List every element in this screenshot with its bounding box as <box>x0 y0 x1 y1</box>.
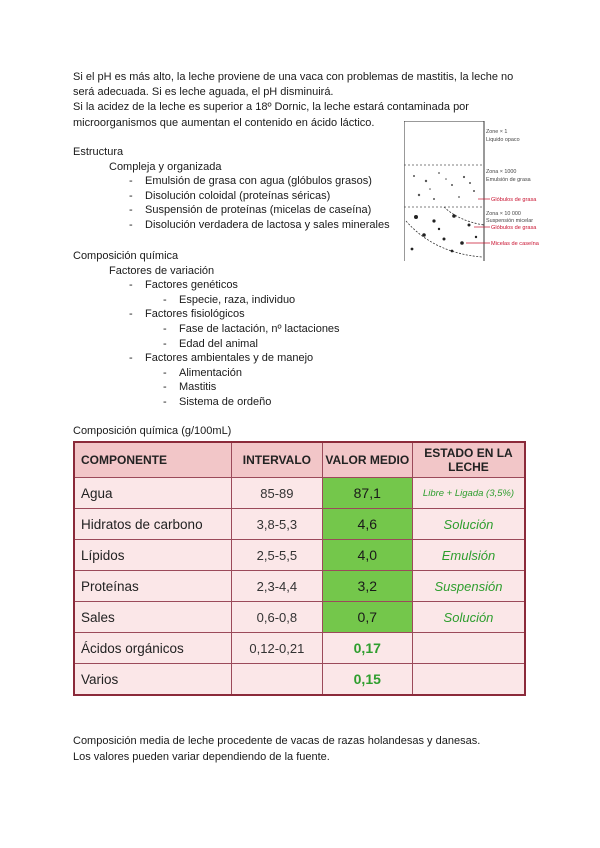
column-header: COMPONENTE <box>74 442 232 478</box>
column-header: VALOR MEDIO <box>322 442 412 478</box>
globulos-label: Glóbulos de grasa <box>491 197 537 203</box>
range-cell: 0,6-0,8 <box>232 602 322 633</box>
table-row <box>74 509 525 540</box>
list-item: - Disolución verdadera de lactosa y sales minerales <box>73 218 390 233</box>
composicion-subtitle: Factores de variación <box>109 264 215 277</box>
range-cell: 85-89 <box>232 478 322 509</box>
zone1-desc: Liquido opaco <box>486 137 520 143</box>
table-row <box>74 664 525 696</box>
composicion-section <box>73 249 340 410</box>
range-cell <box>232 664 322 696</box>
value-cell: 0,7 <box>322 602 412 633</box>
list-item: - Factores fisiológicos <box>73 307 340 322</box>
footer-line: Composición media de leche procedente de vacas de razas holandesas y danesas. <box>73 735 481 747</box>
range-cell: 2,3-4,4 <box>232 571 322 602</box>
list-item: - Especie, raza, individuo <box>73 293 340 308</box>
table-row <box>74 633 525 664</box>
component-name: Lípidos <box>74 540 232 571</box>
state-cell: Suspensión <box>412 571 525 602</box>
list-item: - Fase de lactación, nº lactaciones <box>73 322 340 337</box>
zone3-desc: Suspensión micelar <box>486 218 534 224</box>
range-cell: 3,8-5,3 <box>232 509 322 540</box>
value-cell: 87,1 <box>322 478 412 509</box>
value-cell: 4,6 <box>322 509 412 540</box>
value-cell: 3,2 <box>322 571 412 602</box>
list-item: - Emulsión de grasa con agua (glóbulos grasos) <box>73 174 390 189</box>
value-cell: 4,0 <box>322 540 412 571</box>
footer-line: Los valores pueden variar dependiendo de la fuente. <box>73 750 330 763</box>
state-cell: Emulsión <box>412 540 525 571</box>
zone2-desc: Emulsión de grasa <box>486 177 531 183</box>
list-item: - Sistema de ordeño <box>73 395 340 410</box>
milk-structure-diagram <box>404 121 564 261</box>
component-name: Sales <box>74 602 232 633</box>
list-item: - Edad del animal <box>73 337 340 352</box>
zone3-label: Zona × 10 000 <box>486 211 521 217</box>
footer-notes <box>73 734 480 765</box>
globulos-label: Glóbulos de grasa <box>491 225 537 231</box>
value-cell: 0,17 <box>322 633 412 664</box>
list-item: - Factores genéticos <box>73 278 340 293</box>
estructura-section <box>73 145 390 233</box>
estructura-subtitle: Compleja y organizada <box>109 160 222 173</box>
table-row <box>74 571 525 602</box>
zone1-label: Zone × 1 <box>486 129 508 135</box>
state-cell <box>412 664 525 696</box>
intro-line: será adecuada. Si es leche aguada, el pH disminuirá. <box>73 86 334 99</box>
intro-line: Si el pH es más alto, la leche proviene de una vaca con problemas de mastitis, la leche no <box>73 71 514 83</box>
component-name: Ácidos orgánicos <box>74 633 232 664</box>
state-cell: Solución <box>412 602 525 633</box>
range-cell: 2,5-5,5 <box>232 540 322 571</box>
state-cell: Libre + Ligada (3,5%) <box>412 478 525 509</box>
table-caption: Composición química (g/100mL) <box>73 425 232 437</box>
range-cell: 0,12-0,21 <box>232 633 322 664</box>
state-cell: Solución <box>412 509 525 540</box>
list-item: - Factores ambientales y de manejo <box>73 351 340 366</box>
value-cell: 0,15 <box>322 664 412 696</box>
micelas-label: Micelas de caseína <box>491 241 539 247</box>
list-item: - Mastitis <box>73 380 340 395</box>
list-item: - Suspensión de proteínas (micelas de caseína) <box>73 203 390 218</box>
list-item: - Disolución coloidal (proteínas séricas) <box>73 189 390 204</box>
composicion-title: Composición química <box>73 250 179 262</box>
composition-table <box>73 441 526 696</box>
intro-line: microorganismos que aumentan el contenido en ácido láctico. <box>73 116 375 129</box>
table-row <box>74 478 525 509</box>
table-row <box>74 602 525 633</box>
component-name: Hidratos de carbono <box>74 509 232 540</box>
column-header: ESTADO EN LA LECHE <box>412 442 525 478</box>
list-item: - Alimentación <box>73 366 340 381</box>
intro-line: Si la acidez de la leche es superior a 18º Dornic, la leche estará contaminada por <box>73 101 469 114</box>
table-row <box>74 540 525 571</box>
estructura-title: Estructura <box>73 146 124 158</box>
state-cell <box>412 633 525 664</box>
table-header-row <box>74 442 525 478</box>
component-name: Proteínas <box>74 571 232 602</box>
component-name: Agua <box>74 478 232 509</box>
zone2-label: Zona × 1000 <box>486 169 517 175</box>
column-header: INTERVALO <box>232 442 322 478</box>
component-name: Varios <box>74 664 232 696</box>
